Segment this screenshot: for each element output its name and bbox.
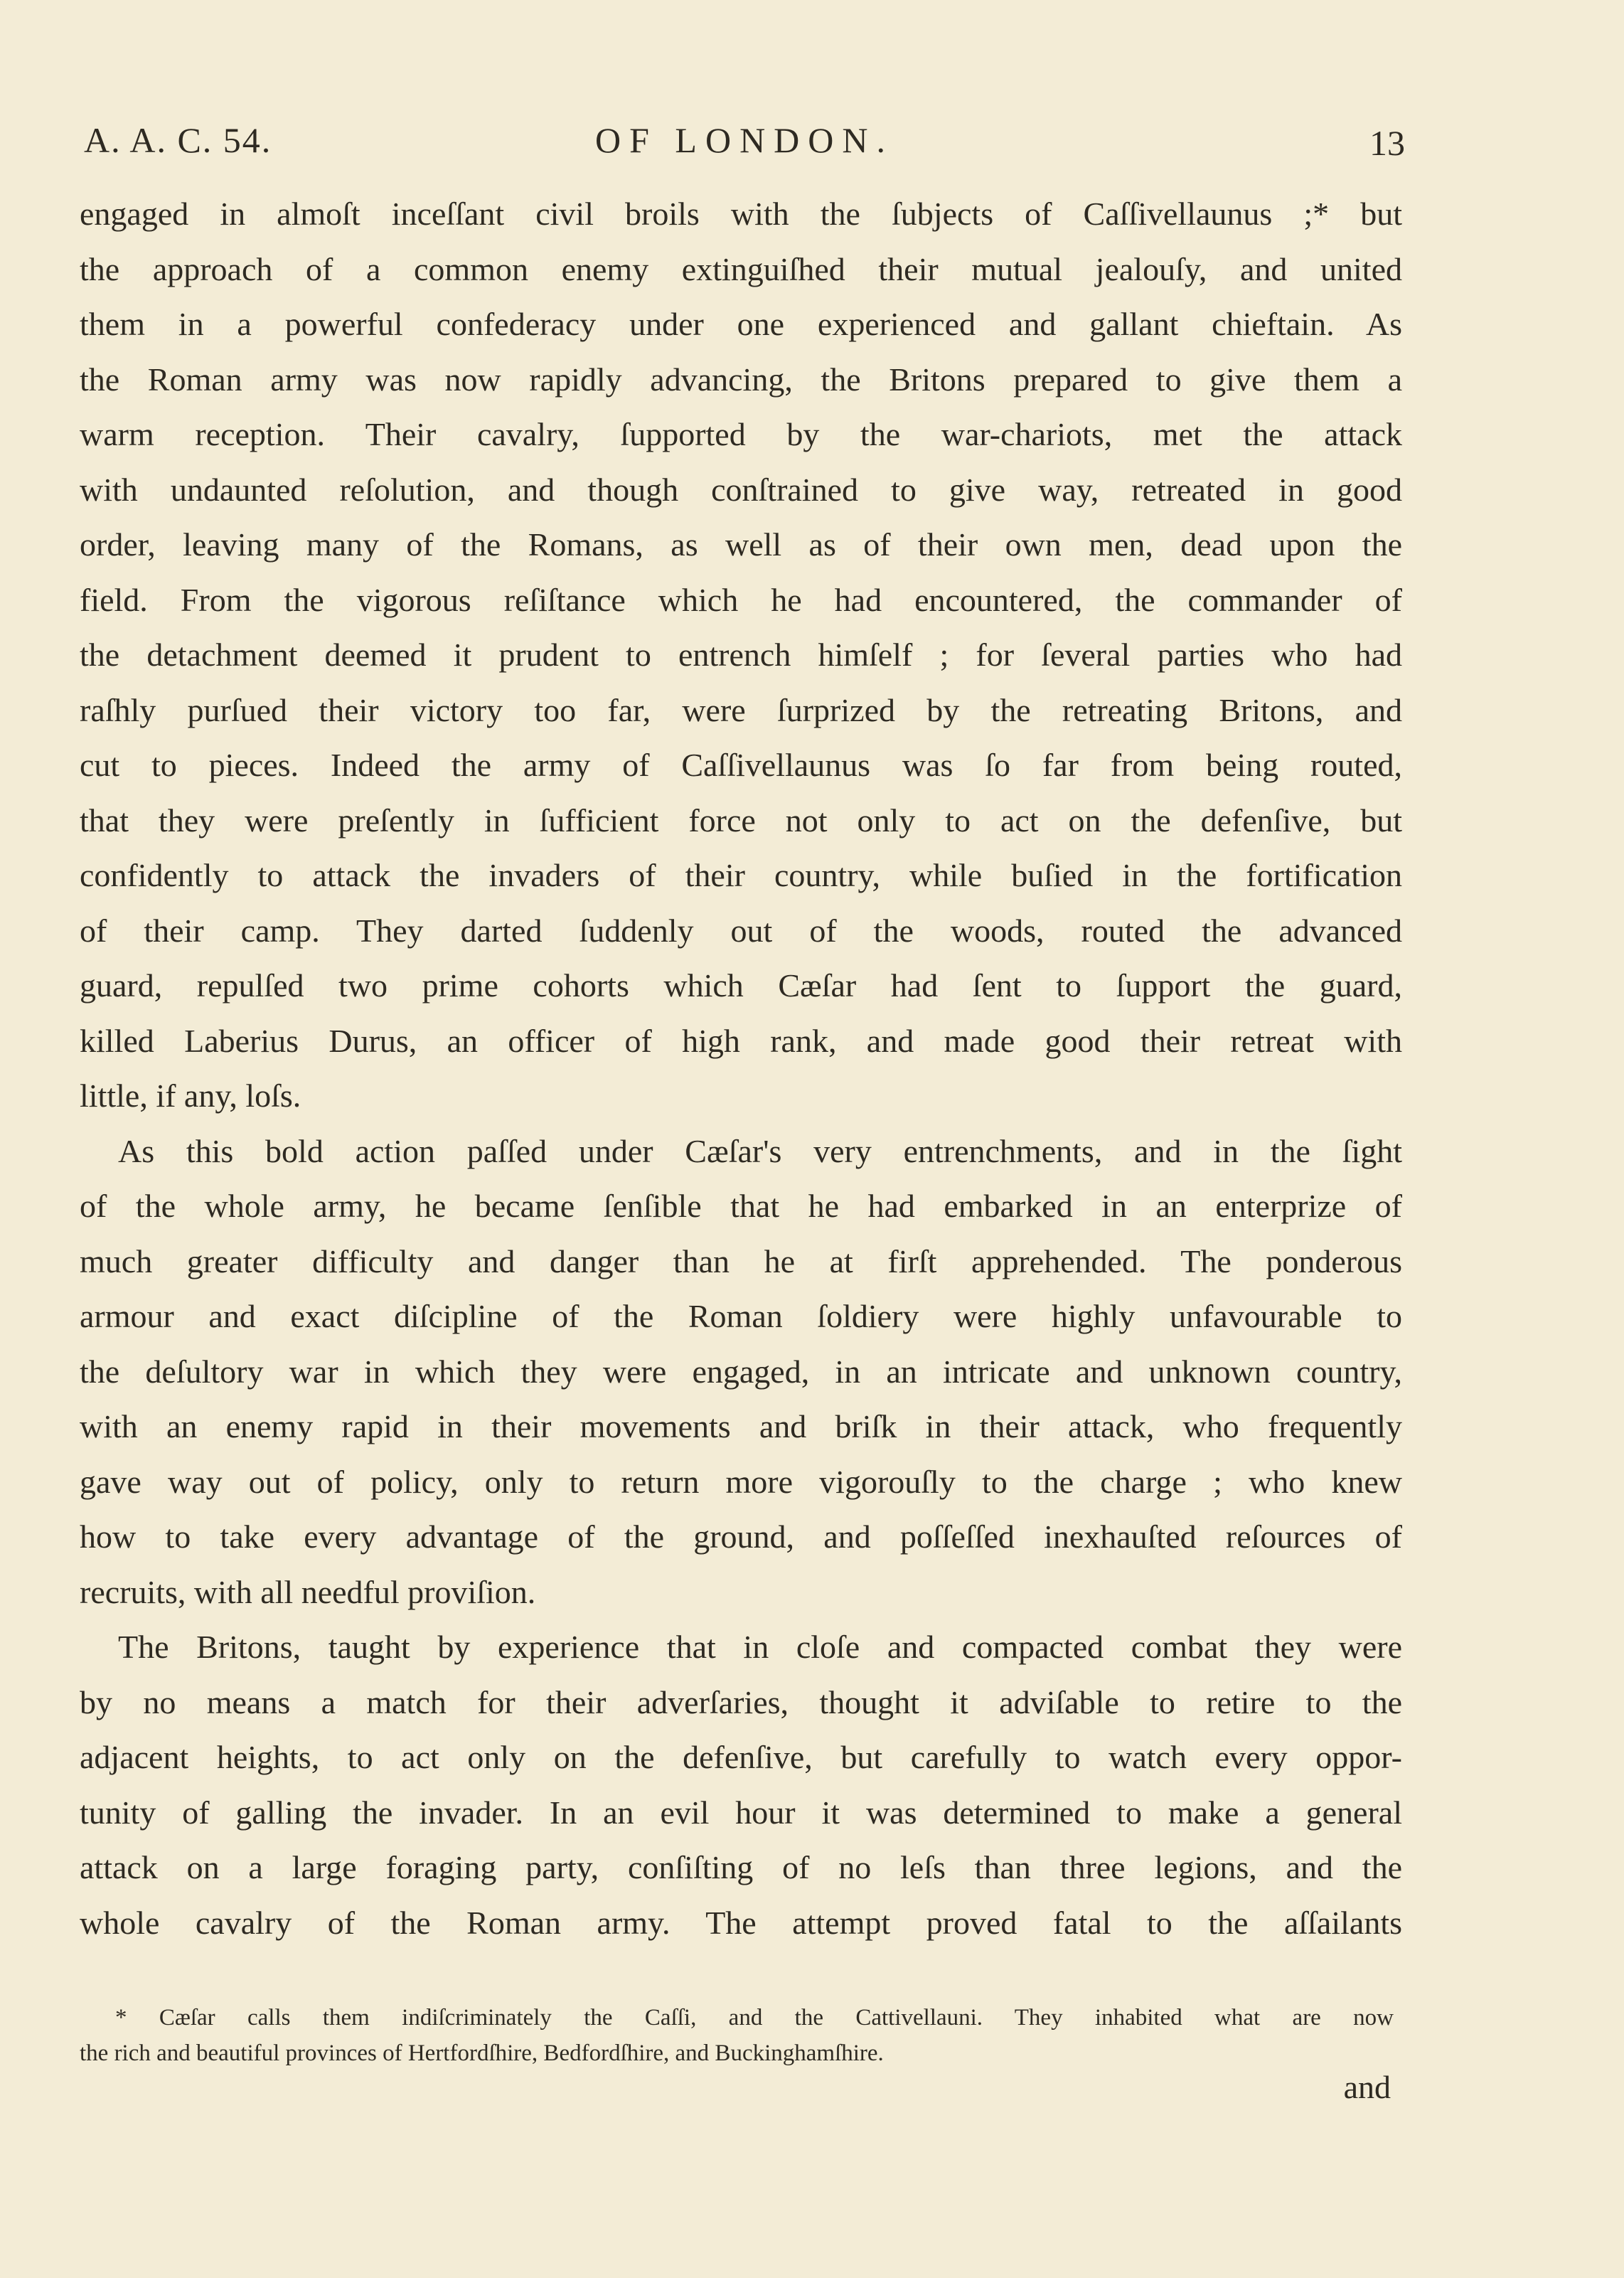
text-line: much greater difficulty and danger than he at firſt apprehended. The ponderous (80, 1242, 1402, 1279)
text-line: armour and exact diſcipline of the Roman ſoldiery were highly unfavourable to (80, 1298, 1402, 1334)
text-line: of the whole army, he became ſenſible that he had embarked in an enterprize of (80, 1188, 1402, 1224)
text-line: adjacent heights, to act only on the defenſive, but carefully to watch every oppor- (80, 1739, 1402, 1775)
header-year: A. A. C. 54. (84, 120, 272, 160)
text-line: little, if any, loſs. (80, 1077, 301, 1114)
text-line: The Britons, taught by experience that in cloſe and compacted combat they were (118, 1629, 1402, 1665)
text-line: cut to pieces. Indeed the army of Caſſivellaunus was ſo far from being routed, (80, 747, 1402, 783)
text-line: tunity of galling the invader. In an evil hour it was determined to make a general (80, 1794, 1402, 1831)
text-line: how to take every advantage of the ground, and poſſeſſed inexhauſted reſources of (80, 1518, 1402, 1555)
text-line: gave way out of policy, only to return more vigorouſly to the charge ; who knew (80, 1463, 1402, 1500)
text-line: the approach of a common enemy extinguiſhed their mutual jealouſy, and united (80, 250, 1402, 287)
text-line: the detachment deemed it prudent to entrench himſelf ; for ſeveral parties who had (80, 637, 1402, 673)
paragraph-1 (80, 186, 1402, 1124)
text-line: field. From the vigorous reſiſtance which he had encountered, the commander of (80, 581, 1402, 618)
text-line: by no means a match for their adverſaries, thought it adviſable to retire to the (80, 1683, 1402, 1720)
text-line: the Roman army was now rapidly advancing, the Britons prepared to give them a (80, 361, 1402, 398)
text-line: of their camp. They darted ſuddenly out of the woods, routed the advanced (80, 912, 1402, 949)
paragraph-2 (80, 1124, 1402, 1620)
footnote (80, 2000, 1394, 2071)
text-line: the deſultory war in which they were engaged, in an intricate and unknown country, (80, 1353, 1402, 1390)
header-title: OF LONDON. (595, 120, 894, 160)
text-line: As this bold action paſſed under Cæſar's very entrenchments, and in the ſight (118, 1132, 1402, 1169)
text-line: engaged in almoſt inceſſant civil broils with the ſubjects of Caſſivellaunus ;* but (80, 196, 1402, 232)
main-text (80, 186, 1402, 1950)
text-line: killed Laberius Durus, an officer of high rank, and made good their retreat with (80, 1022, 1402, 1059)
running-header (84, 119, 1405, 176)
text-line: raſhly purſued their victory too far, were ſurprized by the retreating Britons, and (80, 691, 1402, 728)
page-number: 13 (1369, 123, 1405, 163)
text-line: whole cavalry of the Roman army. The attempt proved fatal to the aſſailants (80, 1904, 1402, 1941)
text-line: recruits, with all needful proviſion. (80, 1573, 536, 1610)
text-line: that they were preſently in ſufficient force not only to act on the defenſive, but (80, 802, 1402, 839)
text-line: order, leaving many of the Romans, as well as of their own men, dead upon the (80, 526, 1402, 563)
footnote-line: * Cæſar calls them indiſcriminately the Caſſi, and the Cattivellauni. They inhabited what are now (115, 2005, 1394, 2030)
text-line: with an enemy rapid in their movements and briſk in their attack, who frequently (80, 1408, 1402, 1444)
text-line: warm reception. Their cavalry, ſupported by the war-chariots, met the attack (80, 416, 1402, 452)
text-line: them in a powerful confederacy under one experienced and gallant chieftain. As (80, 306, 1402, 342)
text-line: confidently to attack the invaders of their country, while buſied in the fortification (80, 857, 1402, 893)
text-line: guard, repulſed two prime cohorts which Cæſar had ſent to ſupport the guard, (80, 967, 1402, 1004)
paragraph-3 (80, 1619, 1402, 1950)
text-line: attack on a large foraging party, conſiſting of no leſs than three legions, and the (80, 1849, 1402, 1885)
catchword: and (1343, 2069, 1391, 2105)
text-line: with undaunted reſolution, and though conſtrained to give way, retreated in good (80, 471, 1402, 508)
footnote-line: the rich and beautiful provinces of Hertfordſhire, Bedfordſhire, and Buckinghamſhire. (80, 2040, 884, 2066)
